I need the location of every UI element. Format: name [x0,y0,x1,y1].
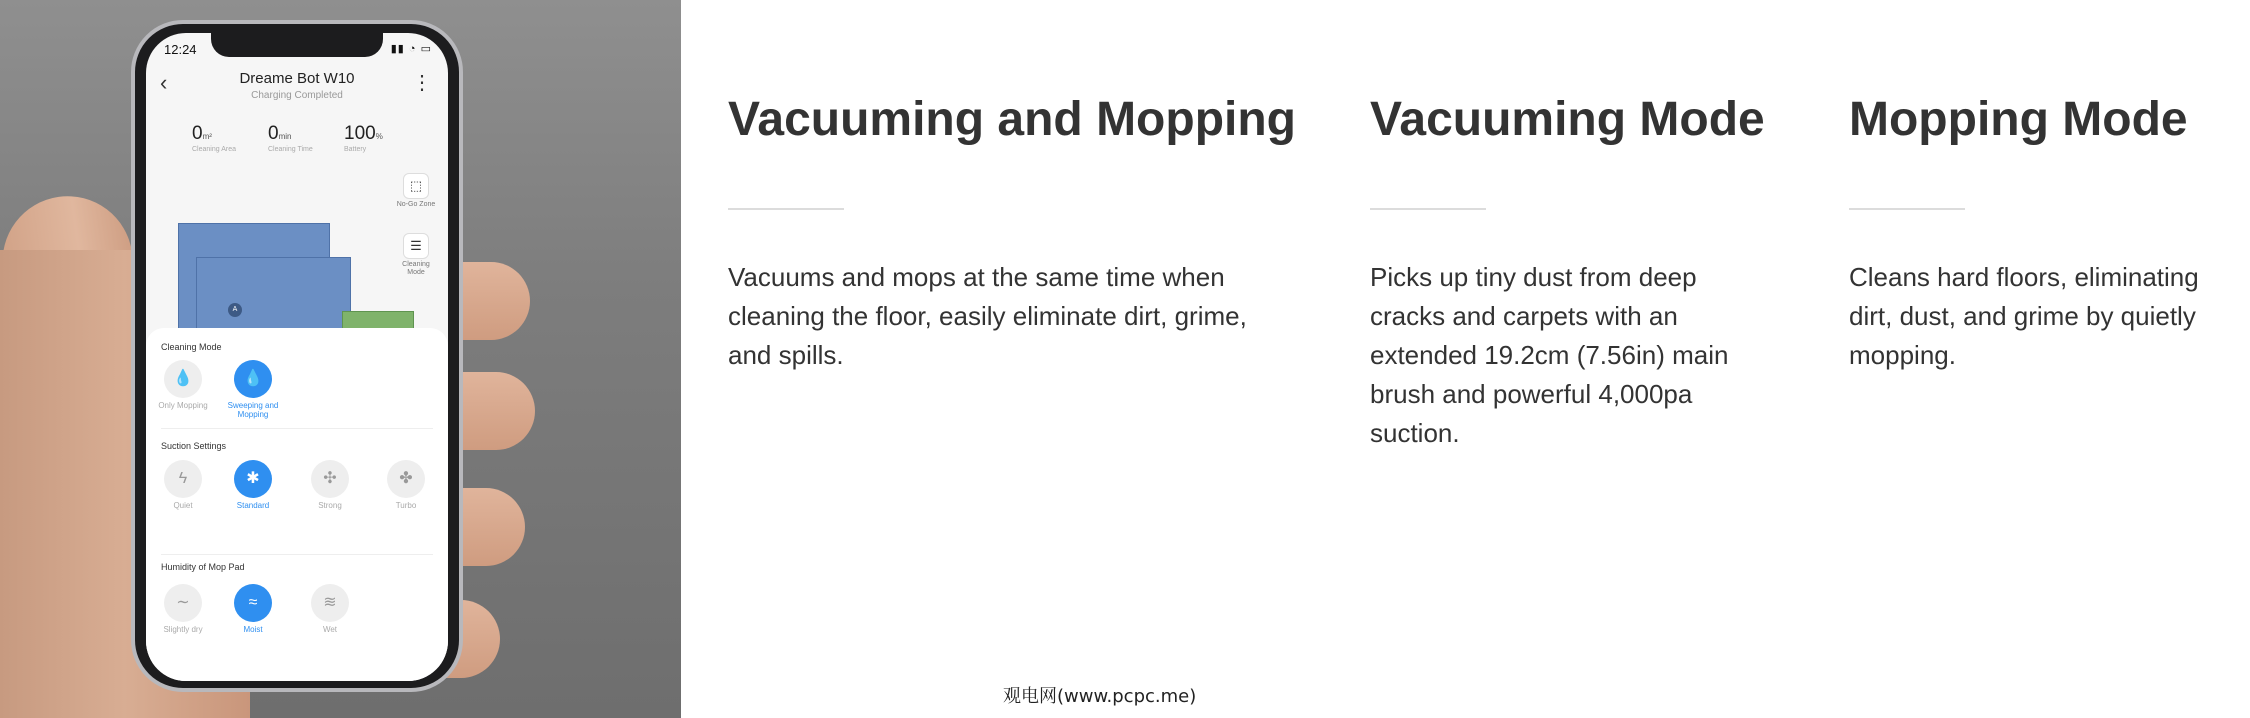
cleaning-mode-button[interactable] [396,233,436,276]
option-label: Standard [236,501,270,510]
stat-value: 0 [192,123,203,144]
stat-cleaning-time [268,123,336,153]
sweep-mop-icon: 💧 [234,360,272,398]
stat-label: Battery [344,146,367,153]
divider [161,554,433,555]
product-photo [0,0,681,718]
feature-description: Vacuums and mops at the same time when cleaning the floor, easily eliminate dirt, grime, and spills. [728,262,1247,370]
stat-battery [344,123,412,153]
charging-dock-marker: A [228,303,242,317]
mop-drop-icon: 💧 [164,360,202,398]
feature-title: Vacuuming and Mopping [728,93,1296,146]
title-divider [728,208,844,210]
feature-title: Mopping Mode [1849,93,2188,146]
title-divider [1370,208,1486,210]
option-sweeping-and-mopping[interactable] [226,360,280,420]
option-label: Quiet [173,501,193,510]
fan-strong-icon: ✣ [311,460,349,498]
stats-row [192,123,412,153]
title-divider [1849,208,1965,210]
option-slightly-dry[interactable] [156,584,210,635]
option-label: Moist [243,625,263,634]
option-moist[interactable] [226,584,280,635]
status-time: 12:24 [164,42,197,57]
feature-description: Picks up tiny dust from deep cracks and carpets with an extended 19.2cm (7.56in) main brush and powerful 4,000pa suction. [1370,262,1729,448]
status-icons: ▮▮ ◔ ▭ [390,43,432,55]
option-label: Sweeping and Mopping [227,401,279,419]
option-label: Wet [322,625,338,634]
feature-title: Vacuuming Mode [1370,93,1765,146]
option-standard[interactable] [226,460,280,511]
stat-cleaning-area [192,123,260,153]
cleaning-mode-title: Cleaning Mode [161,342,222,352]
option-only-mopping[interactable] [156,360,210,411]
stat-unit: m² [202,132,212,141]
feature-description: Cleans hard floors, eliminating dirt, dust, and grime by quietly mopping. [1849,262,2199,370]
option-label: Strong [318,501,342,510]
stat-unit: min [278,132,292,141]
stat-label: Cleaning Area [192,146,236,153]
no-go-zone-icon: ⬚ [403,173,429,199]
option-label: Slightly dry [163,625,203,634]
fan-turbo-icon: ✤ [387,460,425,498]
device-name: Dreame Bot W10 [239,70,355,87]
option-label: Only Mopping [158,401,208,410]
option-turbo[interactable] [379,460,433,511]
fan-standard-icon: ✱ [234,460,272,498]
option-quiet[interactable] [156,460,210,511]
phone-notch [211,33,383,57]
option-strong[interactable] [303,460,357,511]
suction-settings-title: Suction Settings [161,441,227,451]
no-go-zone-button[interactable] [396,173,436,209]
watermark-text: 观电网(www.pcpc.me) [1003,686,1197,707]
phone-screen [146,33,448,681]
fan-quiet-icon: ϟ [164,460,202,498]
humidity-title: Humidity of Mop Pad [161,562,245,572]
option-label: Turbo [395,501,417,510]
humidity-low-icon: ∼ [164,584,202,622]
back-icon[interactable]: ‹ [160,70,168,95]
humidity-medium-icon: ≈ [234,584,272,622]
map-button-label: No-Go Zone [396,201,436,208]
more-options-icon[interactable]: ⋮ [412,72,432,94]
stat-value: 0 [268,123,279,144]
stat-value: 100 [344,123,376,144]
sliders-icon: ☰ [403,233,429,259]
map-button-label: Cleaning Mode [402,261,430,276]
option-wet[interactable] [303,584,357,635]
device-status: Charging Completed [251,90,343,101]
stat-unit: % [375,132,383,141]
stat-label: Cleaning Time [268,146,313,153]
humidity-high-icon: ≋ [311,584,349,622]
settings-sheet [146,328,448,681]
divider [161,428,433,429]
